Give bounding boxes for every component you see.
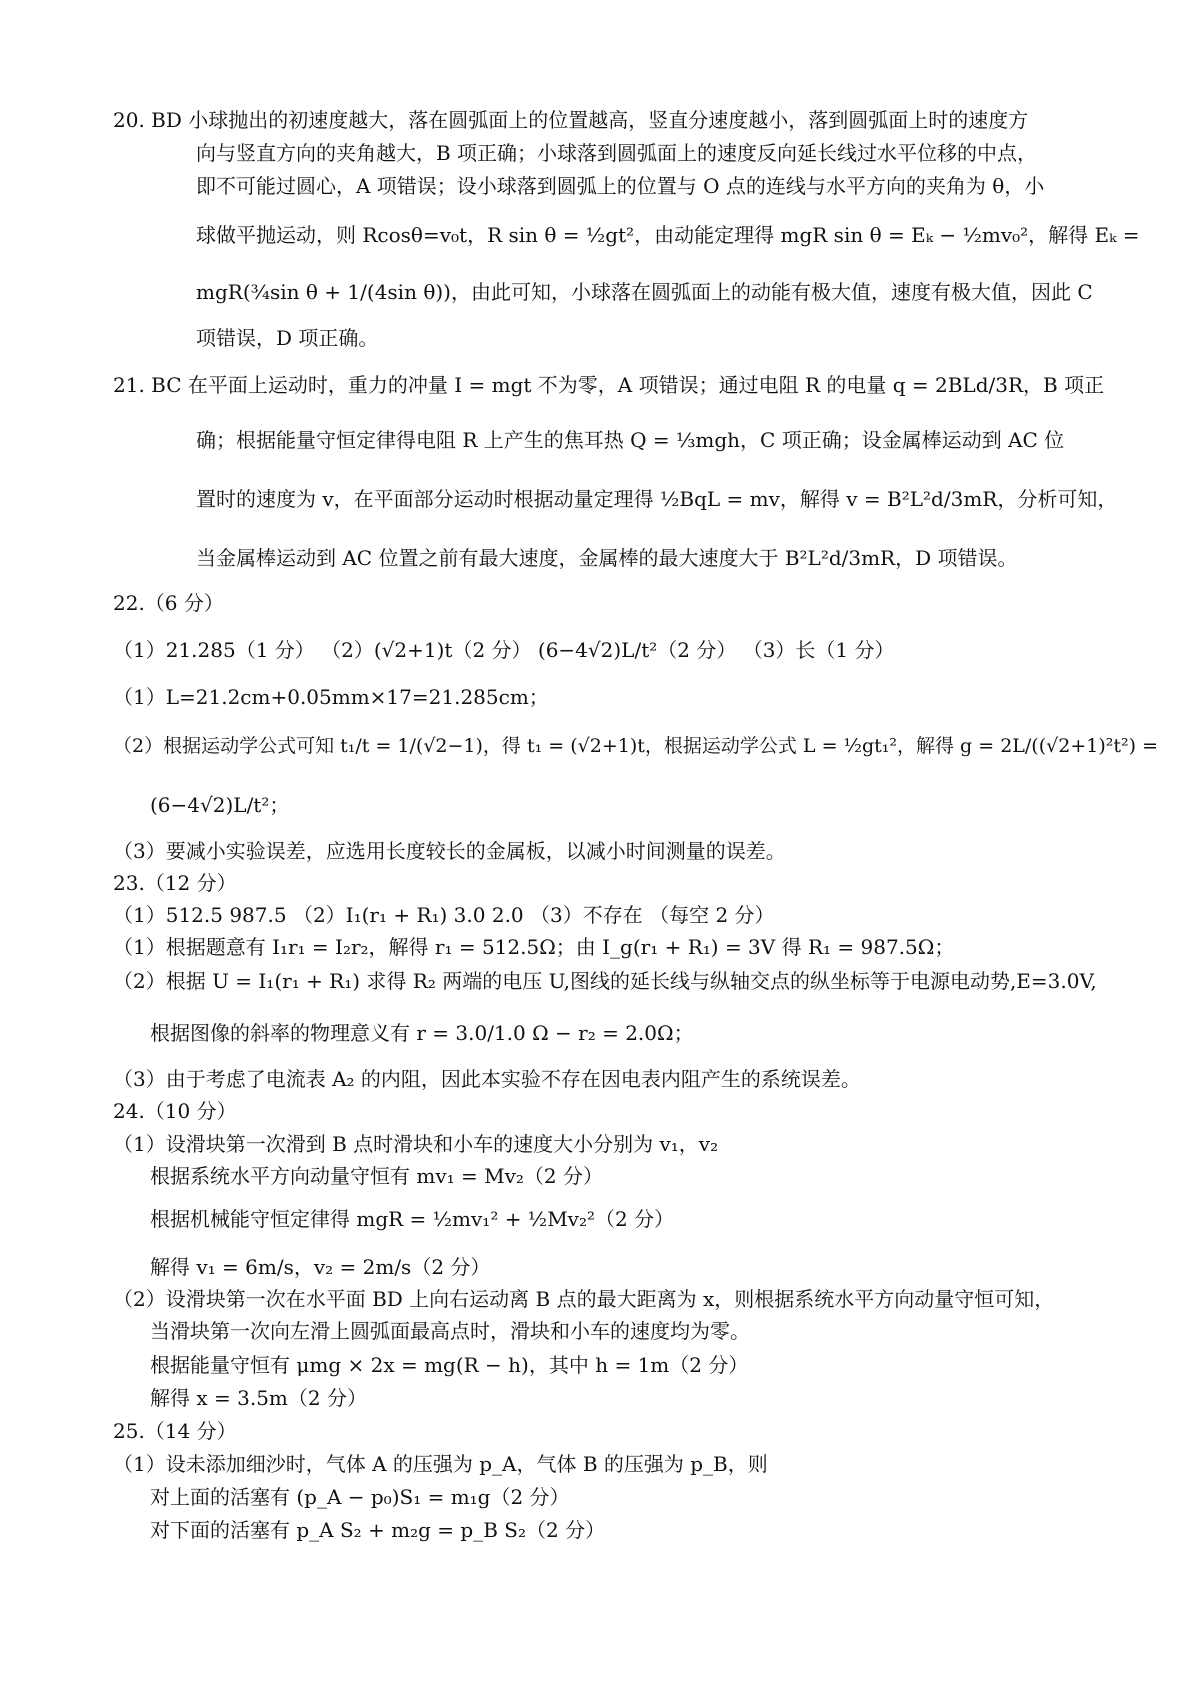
q20-line-2: 向与竖直方向的夹角越大，B 项正确；小球落到圆弧面上的速度反向延长线过水平位移的中点，: [196, 141, 1038, 165]
q24-part2-cont: 当滑块第一次向左滑上圆弧面最高点时，滑块和小车的速度均为零。: [150, 1319, 750, 1343]
q20-line-3: 即不可能过圆心，A 项错误；设小球落到圆弧上的位置与 O 点的连线与水平方向的夹角为 θ，小: [196, 174, 1045, 198]
q23-heading: 23.（12 分）: [113, 871, 237, 895]
q23-part1: （1）根据题意有 I₁r₁ = I₂r₂，解得 r₁ = 512.5Ω；由 I_g(r₁ + R₁) = 3V 得 R₁ = 987.5Ω；: [113, 935, 955, 959]
q24-heading: 24.（10 分）: [113, 1099, 237, 1123]
q22-part2: （2）根据运动学公式可知 t₁/t = 1/(√2−1)，得 t₁ = (√2+1)t，根据运动学公式 L = ½gt₁²，解得 g = 2L/((√2+1)²t²) =: [113, 735, 1158, 757]
q25-heading: 25.（14 分）: [113, 1419, 237, 1443]
q24-momentum: 根据系统水平方向动量守恒有 mv₁ = Mv₂（2 分）: [150, 1164, 603, 1188]
q22-part3: （3）要减小实验误差，应选用长度较长的金属板，以减小时间测量的误差。: [113, 839, 786, 863]
q25-part1: （1）设未添加细沙时，气体 A 的压强为 p_A，气体 B 的压强为 p_B，则: [113, 1452, 768, 1476]
q21-line-3: 置时的速度为 v，在平面部分运动时根据动量定理得 ½BqL = mv，解得 v = B²L²d/3mR，分析可知，: [196, 487, 1118, 511]
q23-part3: （3）由于考虑了电流表 A₂ 的内阻，因此本实验不存在因电表内阻产生的系统误差。: [113, 1067, 861, 1091]
q21-line-1: 21. BC 在平面上运动时，重力的冲量 I = mgt 不为零，A 项错误；通过电阻 R 的电量 q = 2BLd/3R，B 项正: [113, 373, 1105, 397]
q24-result1: 解得 v₁ = 6m/s，v₂ = 2m/s（2 分）: [150, 1255, 491, 1279]
q21-line-4: 当金属棒运动到 AC 位置之前有最大速度，金属棒的最大速度大于 B²L²d/3mR，D 项错误。: [196, 546, 1018, 570]
q23-answers: （1）512.5 987.5 （2）I₁(r₁ + R₁) 3.0 2.0 （3）不存在 （每空 2 分）: [113, 903, 775, 927]
q22-answers: （1）21.285（1 分） （2）(√2+1)t（2 分） (6−4√2)L/t²（2 分） （3）长（1 分）: [113, 638, 895, 662]
q20-line-1: 20. BD 小球抛出的初速度越大，落在圆弧面上的位置越高，竖直分速度越小，落到圆弧面上时的速度方: [113, 108, 1029, 132]
q22-part1: （1）L=21.2cm+0.05mm×17=21.285cm；: [113, 685, 549, 709]
q24-part1: （1）设滑块第一次滑到 B 点时滑块和小车的速度大小分别为 v₁，v₂: [113, 1132, 719, 1156]
q20-line-6: 项错误，D 项正确。: [196, 326, 379, 350]
q20-line-4: 球做平抛运动，则 Rcosθ=v₀t，R sin θ = ½gt²，由动能定理得 mgR sin θ = Eₖ − ½mv₀²，解得 Eₖ =: [196, 223, 1140, 247]
q24-energy: 根据机械能守恒定律得 mgR = ½mv₁² + ½Mv₂²（2 分）: [150, 1207, 675, 1231]
q21-line-2: 确；根据能量守恒定律得电阻 R 上产生的焦耳热 Q = ⅓mgh，C 项正确；设金属棒运动到 AC 位: [196, 428, 1065, 452]
q24-part2: （2）设滑块第一次在水平面 BD 上向右运动离 B 点的最大距离为 x，则根据系统水平方向动量守恒可知，: [113, 1287, 1055, 1311]
q22-heading: 22.（6 分）: [113, 591, 224, 615]
q24-result2: 解得 x = 3.5m（2 分）: [150, 1386, 367, 1410]
q24-energy-cons: 根据能量守恒有 μmg × 2x = mg(R − h)，其中 h = 1m（2 分）: [150, 1353, 749, 1377]
q20-line-5: mgR(¾sin θ + 1/(4sin θ))，由此可知，小球落在圆弧面上的动能有极大值，速度有极大值，因此 C: [196, 280, 1093, 304]
q25-upper-piston: 对上面的活塞有 (p_A − p₀)S₁ = m₁g（2 分）: [150, 1485, 570, 1509]
q25-lower-piston: 对下面的活塞有 p_A S₂ + m₂g = p_B S₂（2 分）: [150, 1518, 606, 1542]
q22-part2-result: (6−4√2)L/t²；: [150, 793, 290, 817]
q23-part2: （2）根据 U = I₁(r₁ + R₁) 求得 R₂ 两端的电压 U,图线的延长线与纵轴交点的纵坐标等于电源电动势,E=3.0V,: [113, 969, 1097, 993]
q23-part2-slope: 根据图像的斜率的物理意义有 r = 3.0/1.0 Ω − r₂ = 2.0Ω；: [150, 1021, 694, 1045]
